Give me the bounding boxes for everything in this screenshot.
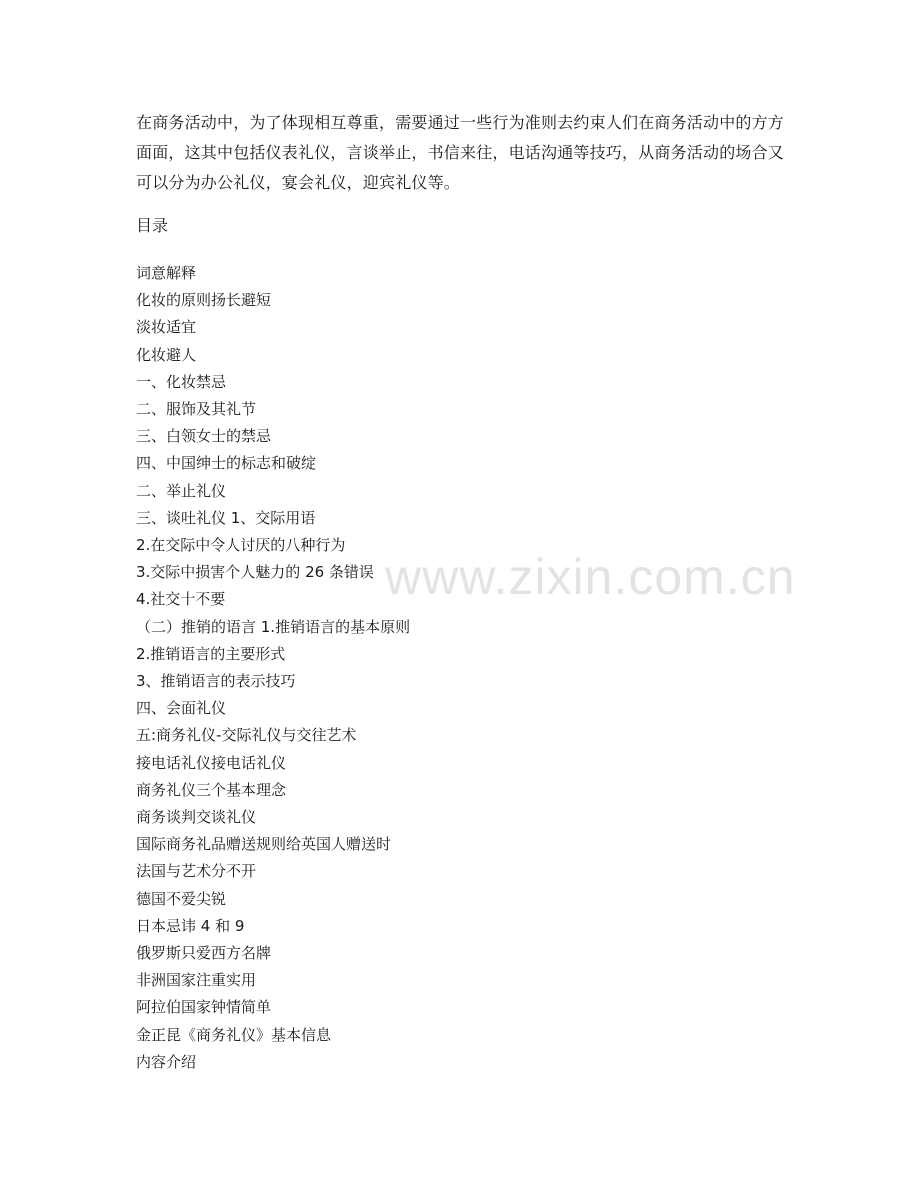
- toc-item: 3、推销语言的表示技巧: [136, 672, 296, 691]
- toc-item: 三、白领女士的禁忌: [136, 427, 272, 446]
- toc-item: 2.推销语言的主要形式: [136, 644, 286, 663]
- toc-item: 日本忌讳 4 和 9: [136, 916, 245, 935]
- toc-item: 词意解释: [136, 264, 197, 282]
- toc-item: 四、中国绅士的标志和破绽: [136, 454, 317, 473]
- toc-item: 非洲国家注重实用: [136, 971, 257, 990]
- toc-item: 二、服饰及其礼节: [136, 400, 257, 419]
- toc-item: 化妆的原则扬长避短: [136, 291, 272, 310]
- toc-item: 二、举止礼仪: [136, 481, 227, 500]
- toc-item: 德国不爱尖锐: [136, 889, 227, 908]
- toc-item: 接电话礼仪接电话礼仪: [136, 753, 287, 772]
- toc-item: 四、会面礼仪: [136, 699, 227, 718]
- toc-item: 3.交际中损害个人魅力的 26 条错误: [136, 563, 374, 582]
- toc-item: 2.在交际中令人讨厌的八种行为: [136, 536, 346, 555]
- toc-item: 淡妆适宜: [136, 318, 197, 337]
- toc-item: 商务谈判交谈礼仪: [136, 808, 257, 827]
- toc-item: 俄罗斯只爱西方名牌: [136, 944, 272, 963]
- toc-item: 4.社交十不要: [136, 590, 226, 609]
- toc-item: 金正昆《商务礼仪》基本信息: [136, 1025, 332, 1044]
- watermark: www.zixin.com.cn: [385, 549, 796, 605]
- toc-item: 法国与艺术分不开: [136, 862, 257, 881]
- intro-paragraph: 在商务活动中，为了体现相互尊重，需要通过一些行为准则去约束人们在商务活动中的方方面面，这其中包括仪表礼仪，言谈举止，书信来往，电话沟通等技巧，从商务活动的场合又可以分为办公礼仪，宴会礼仪，迎宾礼仪等。: [136, 113, 785, 192]
- toc-item: 商务礼仪三个基本理念: [136, 780, 287, 799]
- toc-item: 五:商务礼仪-交际礼仪与交往艺术: [136, 726, 357, 745]
- toc-title: 目录: [136, 216, 169, 235]
- document-body: [136, 108, 786, 1076]
- toc-item: （二）推销的语言 1.推销语言的基本原则: [136, 617, 411, 636]
- toc-item: 阿拉伯国家钟情简单: [136, 998, 272, 1017]
- toc-item: 国际商务礼品赠送规则给英国人赠送时: [136, 835, 392, 854]
- toc-list: [136, 260, 786, 1076]
- toc-item: 一、化妆禁忌: [136, 372, 227, 391]
- toc-item: 三、谈吐礼仪 1、交际用语: [136, 508, 316, 527]
- toc-item: 化妆避人: [136, 345, 197, 364]
- toc-item: 内容介绍: [136, 1052, 197, 1071]
